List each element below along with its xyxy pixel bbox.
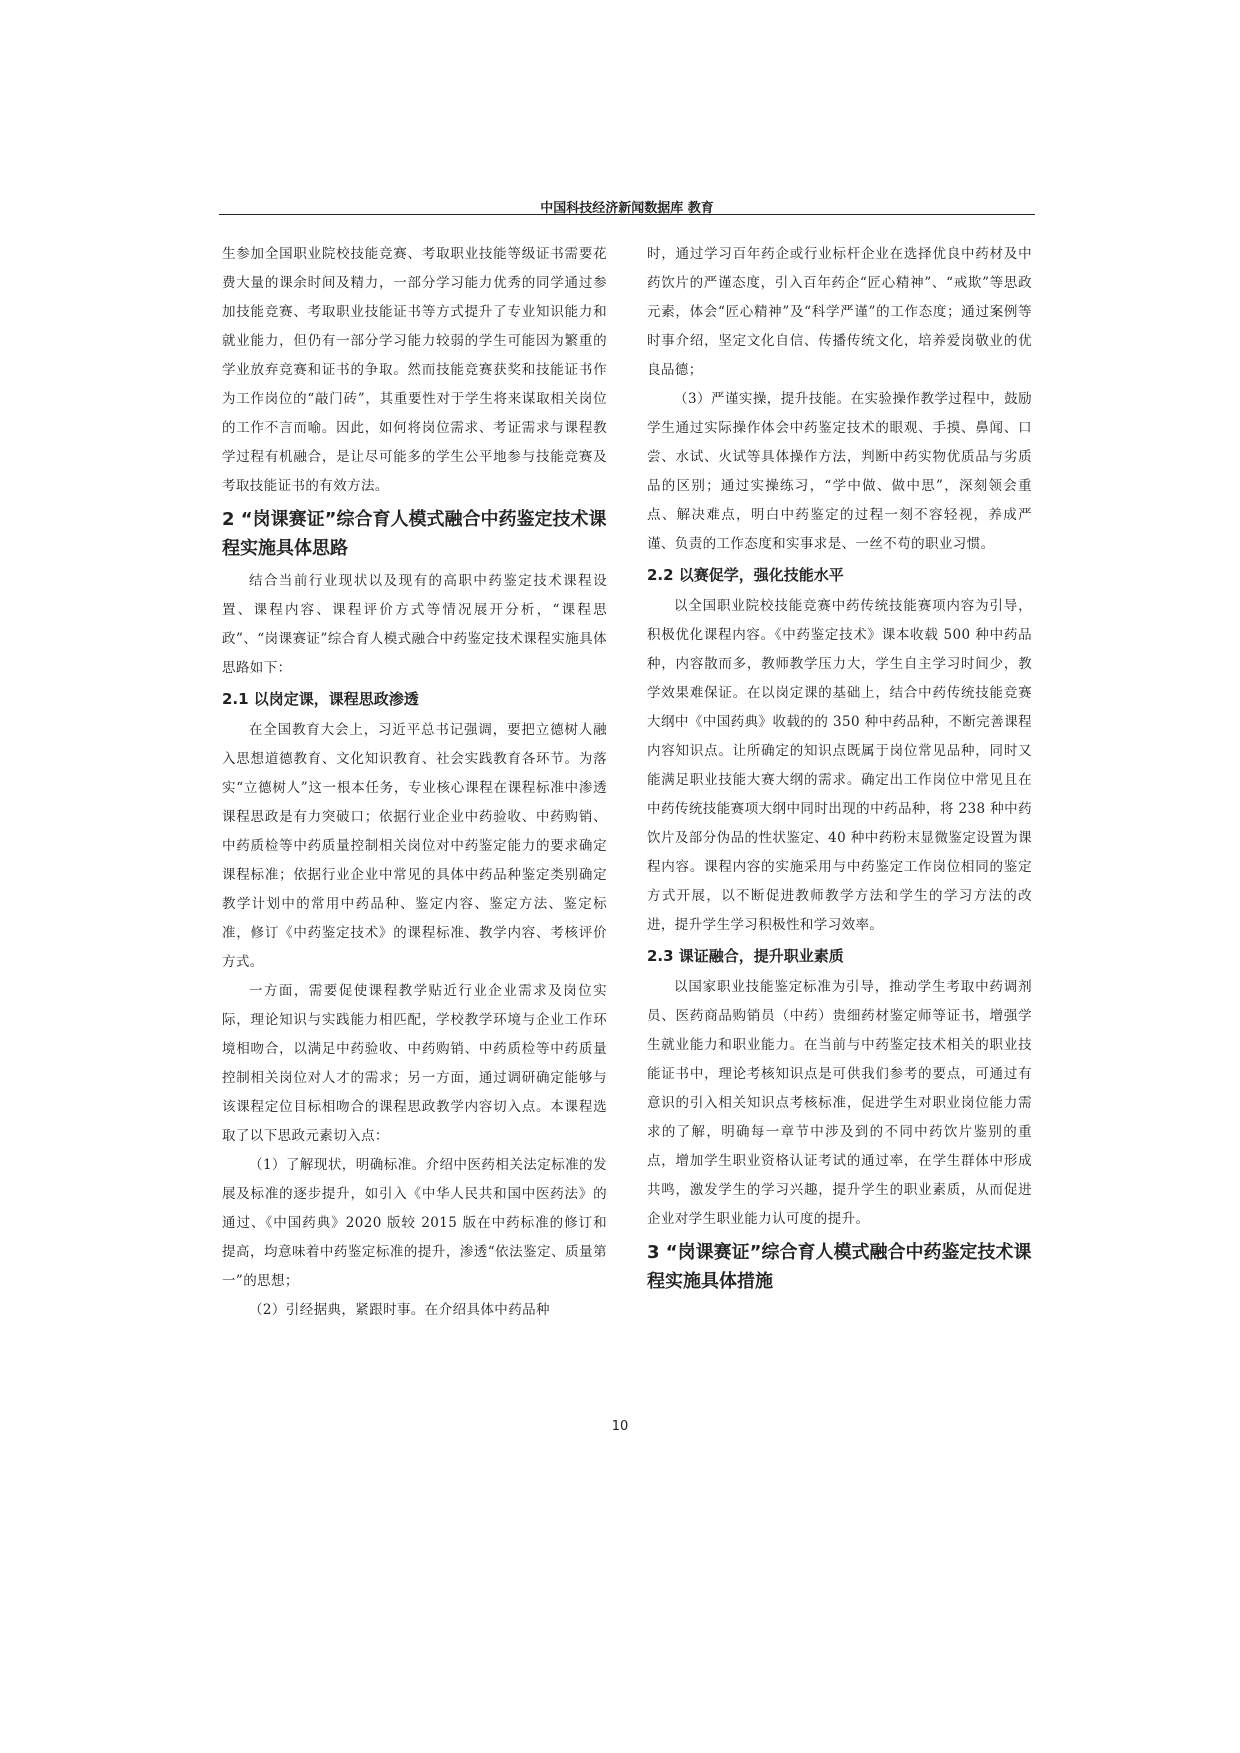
paragraph: （3）严谨实操，提升技能。在实验操作教学过程中，鼓励学生通过实际操作体会中药鉴定技术的眼观、手摸、鼻闻、口尝、水试、火试等具体操作方法，判断中药实物优质品与劣质品的区别；通过实操练习，“学中做、做中思”，深刻领会重点、解决难点，明白中药鉴定的过程一刻不容轻视，养成严谨、负责的工作态度和实事求是、一丝不苟的职业习惯。 xyxy=(647,391,1032,552)
section-heading: 2 “岗课赛证”综合育人模式融合中药鉴定技术课程实施具体思路 xyxy=(222,509,607,559)
subsection-heading: 2.1 以岗定课，课程思政渗透 xyxy=(222,690,419,708)
paragraph: （1）了解现状，明确标准。介绍中医药相关法定标准的发展及标准的逐步提升，如引入《中华人民共和国中医药法》的通过、《中国药典》2020 版较 2015 版在中药标准的修订和提高，均意味着中药鉴定标准的提升，渗透“依法鉴定、质量第一”的思想； xyxy=(222,1157,607,1289)
paragraph: 时，通过学习百年药企或行业标杆企业在选择优良中药材及中药饮片的严谨态度，引入百年药企“匠心精神”、“戒欺”等思政元素，体会“匠心精神”及“科学严谨”的工作态度；通过案例等时事介绍，坚定文化自信、传播传统文化，培养爱岗敬业的优良品德； xyxy=(647,246,1032,378)
page-number: 10 xyxy=(611,1419,629,1434)
paragraph: （2）引经据典，紧跟时事。在介绍具体中药品种 xyxy=(249,1302,550,1318)
header-rule xyxy=(219,214,1035,215)
paragraph: 结合当前行业现状以及现有的高职中药鉴定技术课程设置、课程内容、课程评价方式等情况展开分析，“课程思政”、“岗课赛证”综合育人模式融合中药鉴定技术课程实施具体思路如下： xyxy=(222,573,607,676)
paragraph: 一方面，需要促使课程教学贴近行业企业需求及岗位实际，理论知识与实践能力相匹配，学校教学环境与企业工作环境相吻合，以满足中药验收、中药购销、中药质检等中药质量控制相关岗位对人才的需求；另一方面，通过调研确定能够与该课程定位目标相吻合的课程思政教学内容切入点。本课程选取了以下思政元素切入点： xyxy=(222,983,607,1144)
section-heading: 3 “岗课赛证”综合育人模式融合中药鉴定技术课程实施具体措施 xyxy=(647,1242,1032,1292)
paragraph: 以全国职业院校技能竞赛中药传统技能赛项内容为引导，积极优化课程内容。《中药鉴定技术》课本收载 500 种中药品种，内容散而多，教师教学压力大，学生自主学习时间少，教学效果难保证。在以岗定课的基础上，结合中药传统技能竞赛大纲中《中国药典》收载的的 350 种中药品种，不断完善课程内容知识点。让所确定的知识点既属于岗位常见品种，同时又能满足职业技能大赛大纲的需求。确定出工作岗位中常见且在中药传统技能赛项大纲中同时出现的中药品种，将 238 种中药饮片及部分伪品的性状鉴定、40 种中药粉末显微鉴定设置为课程内容。课程内容的实施采用与中药鉴定工作岗位相同的鉴定方式开展，以不断促进教师教学方法和学生的学习方法的改进，提升学生学习积极性和学习效率。 xyxy=(647,598,1032,933)
paragraph: 生参加全国职业院校技能竞赛、考取职业技能等级证书需要花费大量的课余时间及精力，一部分学习能力优秀的同学通过参加技能竞赛、考取职业技能证书等方式提升了专业知识能力和就业能力，但仍有一部分学习能力较弱的学生可能因为繁重的学业放弃竞赛和证书的争取。然而技能竞赛获奖和技能证书作为工作岗位的“敲门砖”，其重要性对于学生将来谋取相关岗位的工作不言而喻。因此，如何将岗位需求、考证需求与课程教学过程有机融合，是让尽可能多的学生公平地参与技能竞赛及考取技能证书的有效方法。 xyxy=(222,246,607,494)
left-column xyxy=(222,240,607,1325)
paragraph: 以国家职业技能鉴定标准为引导，推动学生考取中药调剂员、医药商品购销员（中药）贵细药材鉴定师等证书，增强学生就业能力和职业能力。在当前与中药鉴定技术相关的职业技能证书中，理论考核知识点是可供我们参考的要点，可通过有意识的引入相关知识点考核标准，促进学生对职业岗位能力需求的了解，明确每一章节中涉及到的不同中药饮片鉴别的重点，增加学生职业资格认证考试的通过率，在学生群体中形成共鸣，激发学生的学习兴趣，提升学生的职业素质，从而促进企业对学生职业能力认可度的提升。 xyxy=(647,979,1032,1227)
right-column xyxy=(647,240,1032,1300)
subsection-heading: 2.3 课证融合，提升职业素质 xyxy=(647,947,844,965)
paragraph: 在全国教育大会上，习近平总书记强调，要把立德树人融入思想道德教育、文化知识教育、社会实践教育各环节。为落实“立德树人”这一根本任务，专业核心课程在课程标准中渗透课程思政是有力突破口；依据行业企业中药验收、中药购销、中药质检等中药质量控制相关岗位对中药鉴定能力的要求确定课程标准；依据行业企业中常见的具体中药品种鉴定类别确定教学计划中的常用中药品种、鉴定内容、鉴定方法、鉴定标准，修订《中药鉴定技术》的课程标准、教学内容、考核评价方式。 xyxy=(222,722,607,970)
running-header: 中国科技经济新闻数据库 教育 xyxy=(540,201,714,216)
subsection-heading: 2.2 以赛促学，强化技能水平 xyxy=(647,566,844,584)
